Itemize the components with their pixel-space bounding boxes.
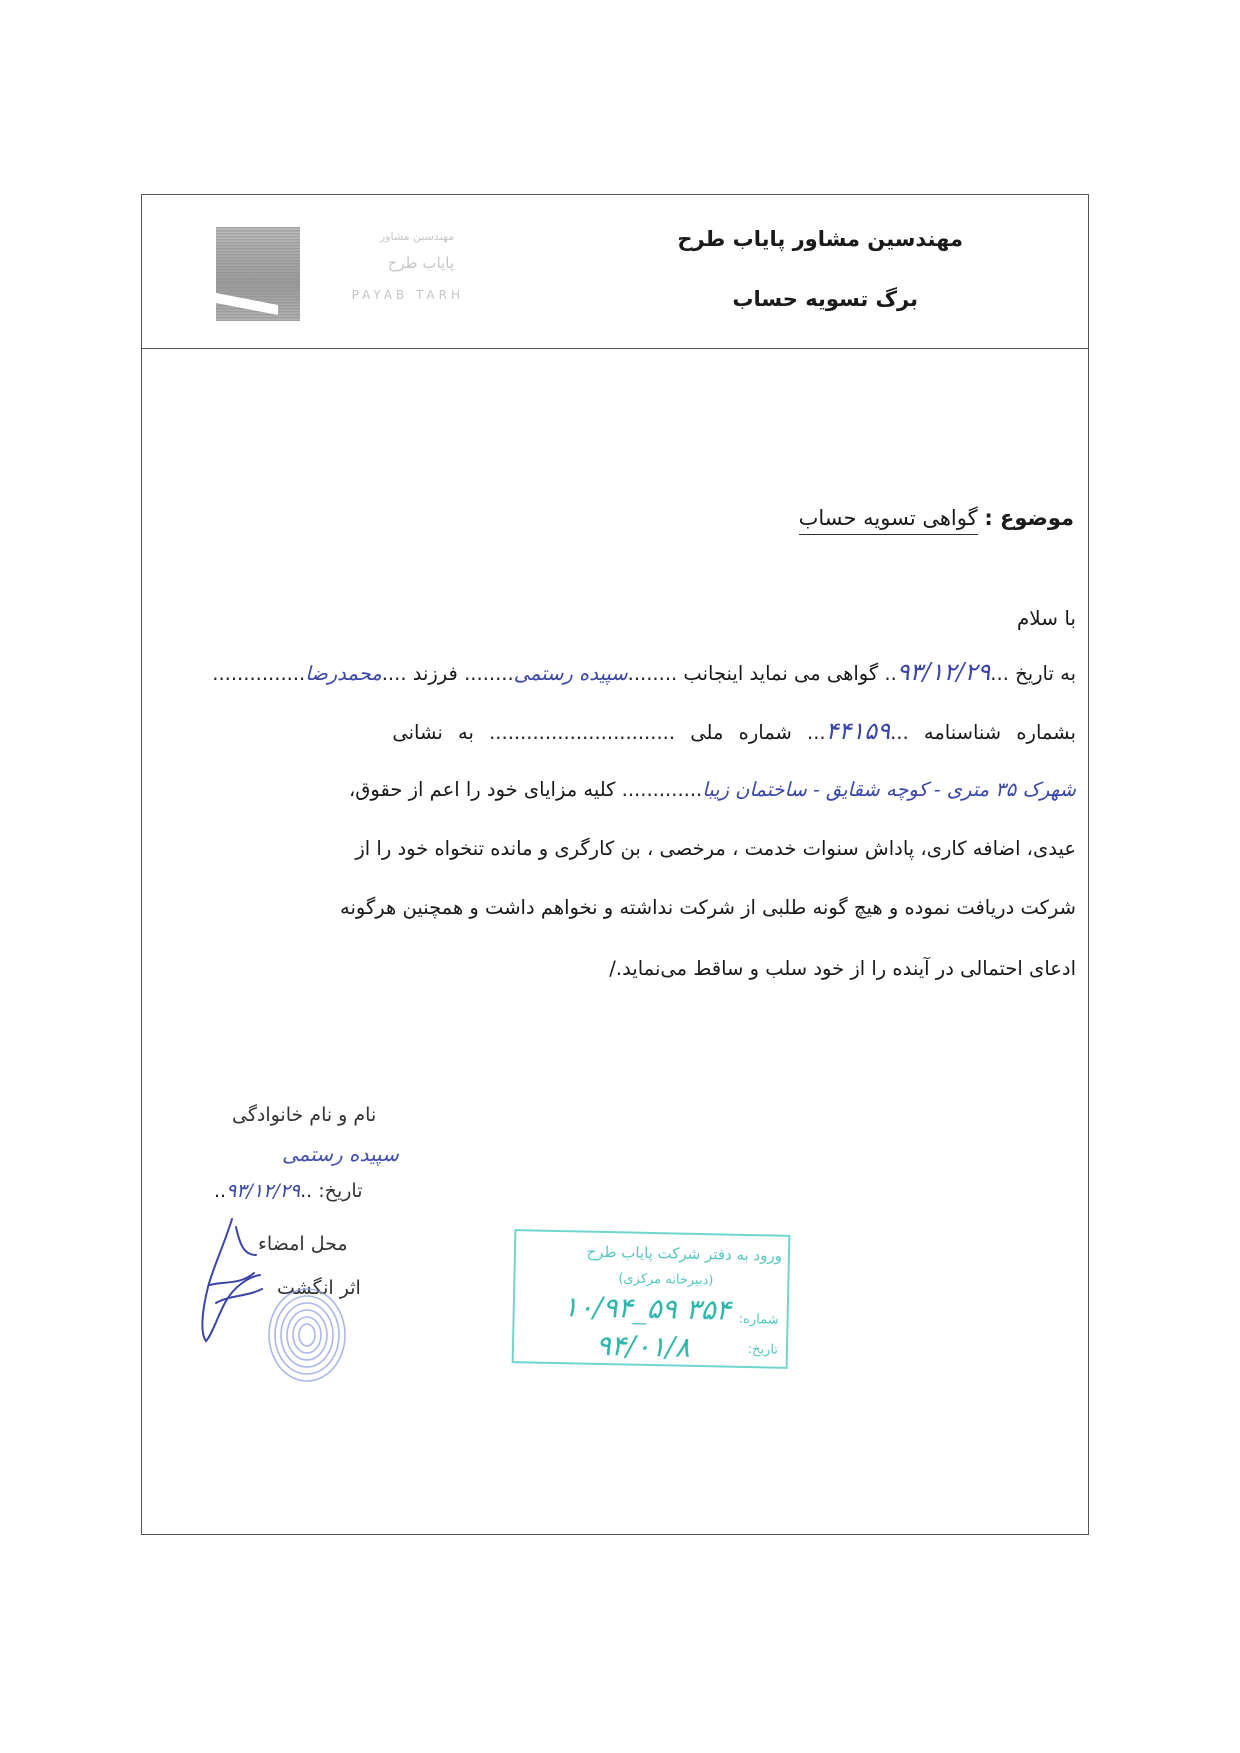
handwritten-signature <box>196 1215 266 1345</box>
subject-label: موضوع : <box>984 506 1074 530</box>
body-line-4: عیدی، اضافه کاری، پاداش سنوات خدمت ، مرخصی ، بن کارگری و مانده تنخواه خود را از <box>355 837 1076 860</box>
stamp-date-label: تاریخ: <box>747 1342 779 1358</box>
handwritten-address: شهرک ۳۵ متری - کوچه شقایق - ساختمان زیبا <box>702 778 1076 801</box>
logo-wordmark <box>314 230 484 325</box>
body-text: بشماره شناسنامه <box>923 721 1076 744</box>
signature-date-row: تاریخ: ..۹۳/۱۲/۲۹.. <box>214 1180 363 1202</box>
handwritten-father-name: محمدرضا <box>305 662 382 685</box>
signature-label: محل امضاء <box>258 1233 348 1255</box>
body-text: فرزند <box>412 662 458 685</box>
stamp-number-label: شماره: <box>738 1311 779 1328</box>
handwritten-name: سپیده رستمی <box>513 662 628 685</box>
stamp-title: ورود به دفتر شرکت پایاب طرح <box>586 1242 783 1265</box>
fingerprint-label: اثر انگشت <box>277 1277 361 1299</box>
handwritten-full-name: سپیده رستمی <box>282 1142 399 1166</box>
body-text: به تاریخ <box>1015 662 1076 685</box>
date-label: تاریخ: <box>318 1180 363 1202</box>
company-logo <box>216 227 300 321</box>
handwritten-signature-date: ۹۳/۱۲/۲۹ <box>226 1180 301 1202</box>
greeting: با سلام <box>1016 606 1076 630</box>
stamp-number: ۱۰/۹۴_۵۹ ۳۵۴ <box>562 1290 732 1327</box>
body-line-2: بشماره شناسنامه ...۴۴۱۵۹... شماره ملی .............................. به نشانی <box>392 717 1076 745</box>
subject-row <box>799 506 1074 530</box>
document-frame <box>141 194 1089 1535</box>
logo-text-top: مهندسین مشاور <box>379 230 454 243</box>
document-header <box>142 195 1088 349</box>
form-title: برگ تسویه حساب <box>732 287 918 311</box>
handwritten-id-number: ۴۴۱۵۹ <box>825 717 891 745</box>
stamp-date: ۹۴/۰۱/۸ <box>595 1328 691 1364</box>
body-line-3: شهرک ۳۵ متری - کوچه شقایق - ساختمان زیبا............. کلیه مزایای خود را اعم از حقوق، <box>349 778 1076 801</box>
body-line-1: به تاریخ ...۹۳/۱۲/۲۹.. گواهی می نماید اینجانب ........سپیده رستمی........ فرزند ....محمدرضا............... <box>212 658 1076 686</box>
handwritten-date: ۹۳/۱۲/۲۹ <box>896 658 991 686</box>
registry-stamp <box>512 1229 791 1369</box>
body-text: گواهی می نماید اینجانب <box>683 662 879 685</box>
name-label: نام و نام خانوادگی <box>232 1104 377 1126</box>
logo-text-fa: پایاب طرح <box>387 254 454 272</box>
body-text: شماره ملی <box>690 721 792 744</box>
body-text: کلیه مزایای خود را اعم از حقوق، <box>349 778 616 801</box>
fingerprint-impression <box>264 1280 350 1390</box>
body-line-5: شرکت دریافت نموده و هیچ گونه طلبی از شرکت نداشته و نخواهم داشت و همچنین هرگونه <box>340 896 1076 919</box>
logo-text-en: PAYAB TARH <box>351 288 464 302</box>
body-line-6: ادعای احتمالی در آینده را از خود سلب و ساقط می‌نماید./ <box>609 957 1076 980</box>
stamp-subtitle: (دبیرخانه مرکزی) <box>618 1271 714 1289</box>
body-text: به نشانی <box>392 721 474 744</box>
subject-text: گواهی تسویه حساب <box>799 506 978 535</box>
company-name: مهندسین مشاور پایاب طرح <box>677 227 963 251</box>
